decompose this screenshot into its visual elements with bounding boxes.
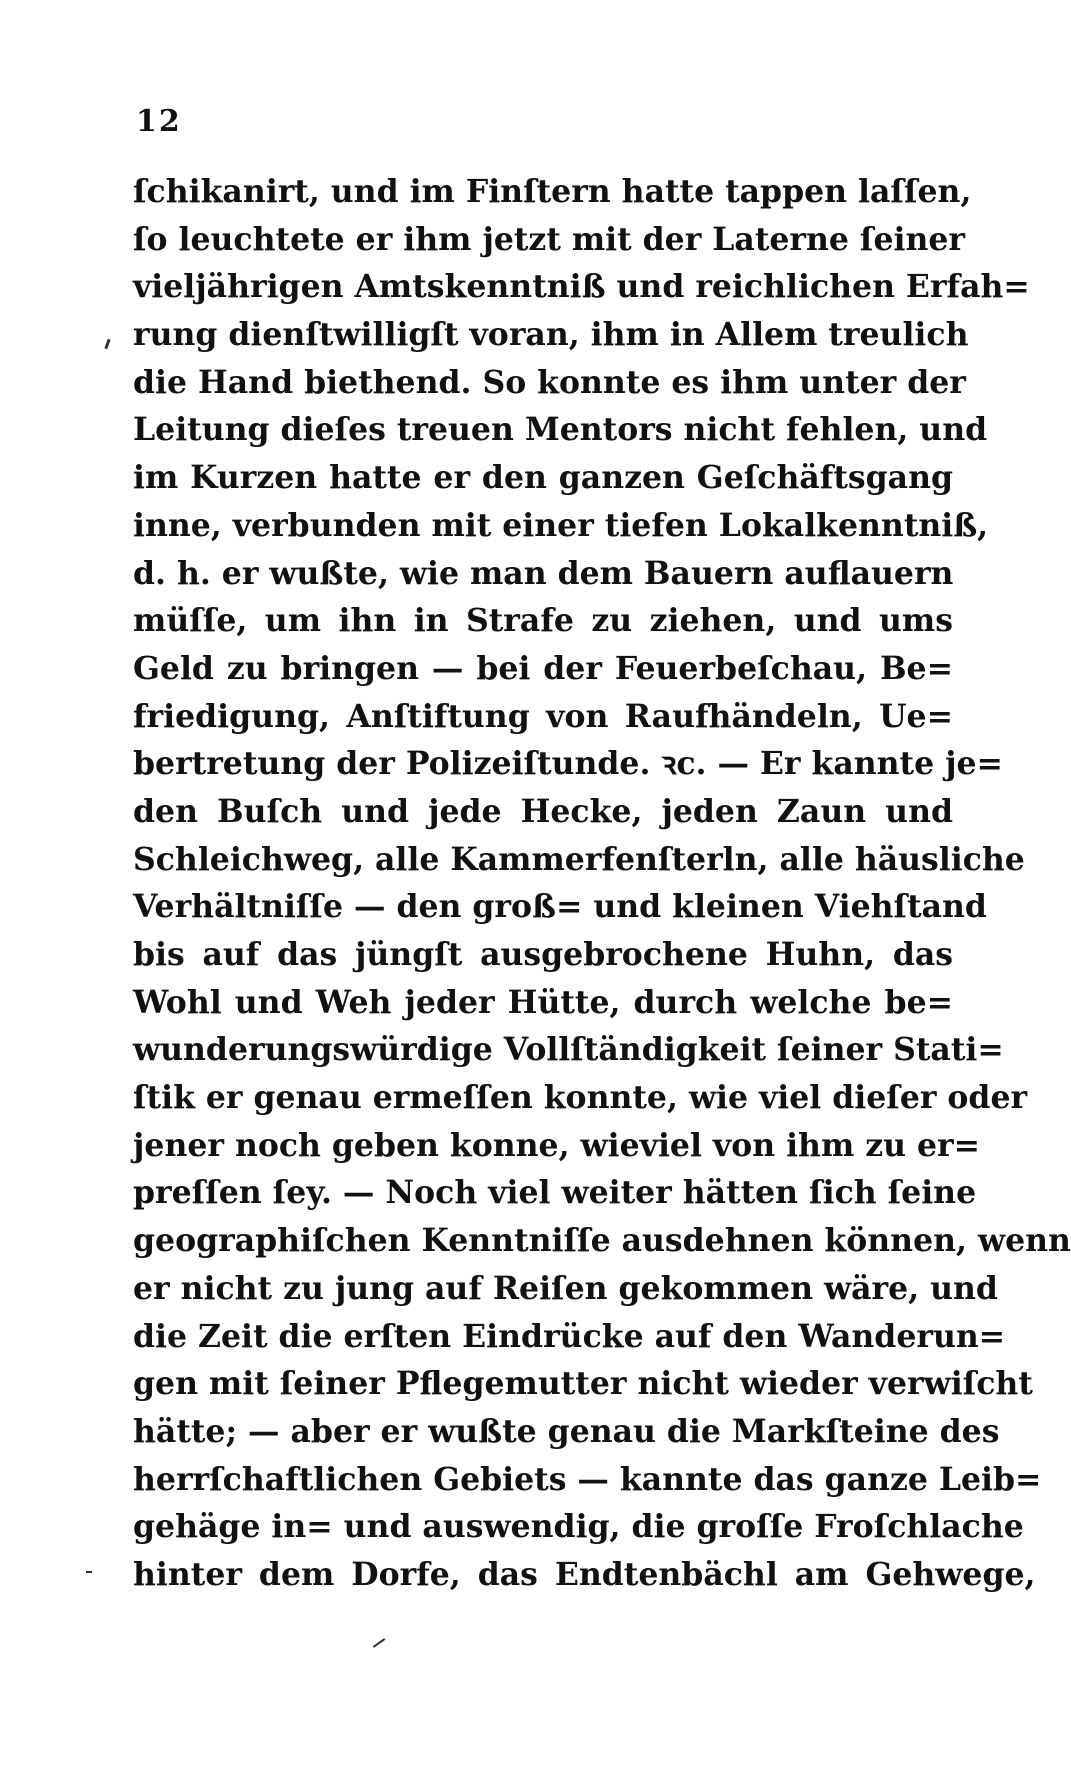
text-line: den Buſch und jede Hecke, jeden Zaun und [133, 792, 953, 830]
text-line: Wohl und Weh jeder Hütte, durch welche be= [133, 983, 953, 1021]
text-line: geographiſchen Kenntniſſe ausdehnen können, wenn [133, 1222, 1071, 1260]
text-line: hätte; — aber er wußte genau die Markſteine des [133, 1412, 1000, 1450]
text-line: müſſe, um ihn in Strafe zu ziehen, und ums [133, 602, 953, 640]
text-line: Schleichweg, alle Kammerfenſterln, alle häusliche [133, 840, 1025, 878]
text-line: friedigung, Anſtiftung von Raufhändeln, Ue= [133, 697, 953, 735]
text-line: jener noch geben konne, wieviel von ihm zu er= [133, 1126, 981, 1164]
scan-speck [86, 1571, 92, 1573]
text-line: ſtik er genau ermeſſen konnte, wie viel dieſer oder [133, 1079, 1028, 1117]
scan-speck [104, 339, 110, 349]
text-line: Leitung dieſes treuen Mentors nicht fehlen, und [133, 411, 988, 449]
text-line: bertretung der Polizeiſtunde. ꝛc. — Er kannte je= [133, 745, 1003, 783]
text-line: gen mit ſeiner Pflegemutter nicht wieder verwiſcht [133, 1365, 1033, 1403]
text-line: wunderungswürdige Vollſtändigkeit ſeiner Stati= [133, 1031, 1004, 1069]
text-line: Verhältniſſe — den groß= und kleinen Viehſtand [133, 888, 987, 926]
text-line: inne, verbunden mit einer tiefen Lokalkenntniß, [133, 506, 989, 544]
text-line: rung dienſtwilligſt voran, ihm in Allem treulich [133, 316, 969, 354]
text-line: ſchikanirt, und im Finſtern hatte tappen laſſen, [133, 173, 972, 210]
text-line: ſo leuchtete er ihm jetzt mit der Laterne ſeiner [133, 220, 966, 258]
text-line: hinter dem Dorfe, das Endtenbächl am Gehwege, [133, 1555, 1036, 1593]
page-number: 12 [136, 104, 182, 139]
text-line: vieljährigen Amtskenntniß und reichlichen Erfah= [133, 268, 1030, 306]
body-text [133, 168, 1071, 1599]
text-line: herrſchaftlichen Gebiets — kannte das ganze Leib= [133, 1460, 1042, 1498]
text-line: er nicht zu jung auf Reiſen gekommen wäre, und [133, 1269, 998, 1307]
scan-speck [373, 1638, 386, 1648]
text-line: d. h. er wußte, wie man dem Bauern auflauern [133, 554, 954, 592]
text-line: gehäge in= und auswendig, die groſſe Froſchlache [133, 1508, 1024, 1546]
text-line: im Kurzen hatte er den ganzen Geſchäftsgang [133, 459, 953, 497]
text-line: bis auf das jüngſt ausgebrochene Huhn, das [133, 936, 953, 973]
text-line: preſſen ſey. — Noch viel weiter hätten ſich ſeine [133, 1174, 977, 1212]
text-line: Geld zu bringen — bei der Feuerbeſchau, Be= [133, 649, 953, 687]
text-line: die Hand biethend. So konnte es ihm unter der [133, 363, 966, 401]
text-line: die Zeit die erſten Eindrücke auf den Wanderun= [133, 1317, 1006, 1355]
